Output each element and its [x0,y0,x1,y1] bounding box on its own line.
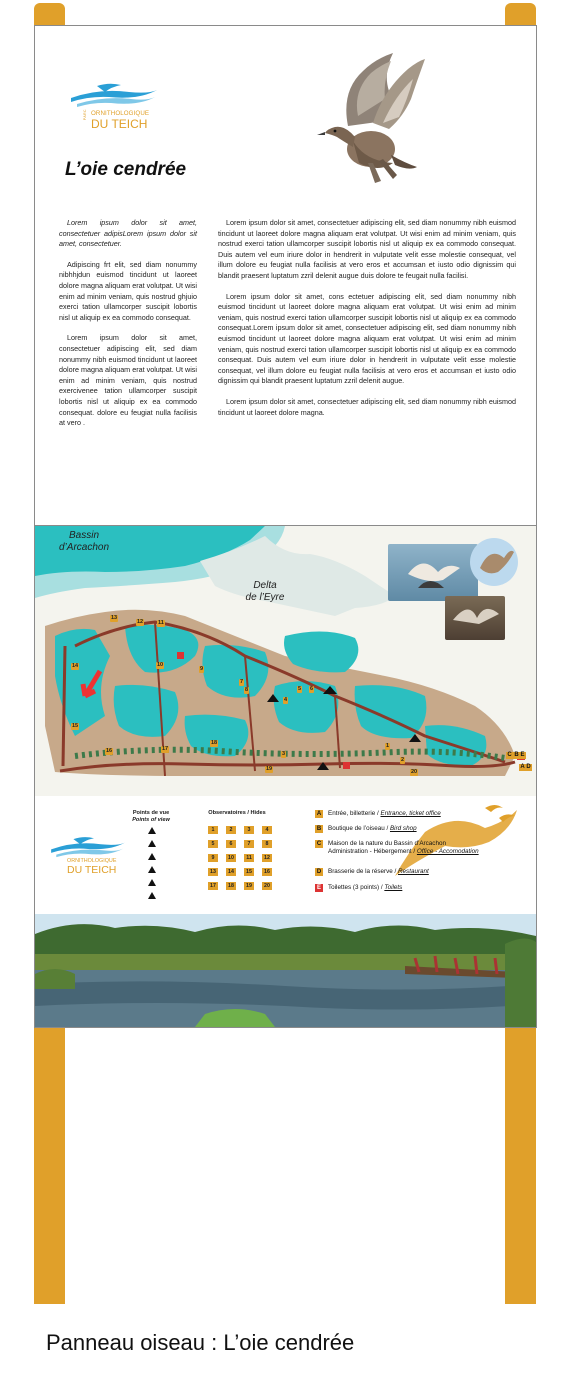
observatory-2: 2 [226,826,236,834]
observatory-17: 17 [208,882,218,890]
observatory-7: 7 [244,840,254,848]
points-de-vue-en: Points of view [132,817,170,823]
map-letter-D: D [526,764,531,770]
map-number-13: 13 [111,615,118,621]
observatory-4: 4 [262,826,272,834]
map-photo-birds-circle [470,538,518,586]
observatory-1: 1 [208,826,218,834]
logo-line1: ORNITHOLOGIQUE [91,110,150,117]
map-photo-birds-2 [445,596,505,640]
pond-photo-drawing [35,914,536,1027]
map-number-11: 11 [158,620,164,626]
map-letter-A: A [520,764,525,770]
observatory-18: 18 [226,882,236,890]
observatory-14: 14 [226,868,236,876]
observatory-19: 19 [244,882,254,890]
legend-logo-line2: DU TEICH [67,864,117,876]
legend-item-a: A Entrée, billetterie / Entrance, ticket office [316,810,441,817]
logo-side-text: PARC [83,109,87,121]
left-paragraph-2: Lorem ipsum dolor sit amet, consectetuer adipiscing elit, sed diam nonummy nibh euismod tincidunt ut laoreet dolore magna aliquam erat volutpat. Ut wisi enim ad minim veniam, quis nostrud exercivenee tation ullamcorper suscipit lobortis nisl ut aliquip ex ea commodo consequat. dolore eu feugiat nulla facilisis at vero . [59,333,197,428]
map-number-15: 15 [72,723,79,729]
right-post-cap [505,3,536,25]
right-paragraph-1: Lorem ipsum dolor sit amet, consectetuer adipiscing elit, sed diam nonummy nibh euismod tincidunt ut laoreet dolore magna aliquam erat volutpat. Ut wisi enim ad minim veniam, quis nostrud exerci tation ullamcorper suscipit lobortis nisl ut aliquip ex ea commodo consequat. Duis autem vel eum iriure dolor in hendrerit in vulputate velit esse molestie consequat, vel illum dolore eu feugiat nulla facilisis at vero eros et accumsan et iusto odio dignissim qui blandit praesent luptatum zzril delenit augue duis dolore te feugait nulla facilisi. [218,218,516,280]
map-letter-E: E [520,752,525,758]
park-logo [69,80,169,140]
points-de-vue-header [121,810,181,824]
legend-item-d: D Brasserie de la réserve / Restaurant [316,868,429,875]
observatory-11: 11 [244,854,254,862]
legend-item-e: E Toilettes (3 points) / Toilets [316,884,403,891]
wave-bird-icon [49,834,127,858]
observatory-16: 16 [262,868,272,876]
legend-item-c: C Maison de la nature du Bassin d’Arcachon Administration - Hébergement / Office - Accomodation [316,840,479,855]
intro-paragraph: Lorem ipsum dolor sit amet, consectetuer adipisLorem ipsum dolor sit amet, consectetuer. [59,218,197,249]
pond-photo [35,914,536,1027]
map-number-6: 6 [310,686,314,692]
points-de-vue-fr: Points de vue [132,810,170,816]
right-text-column [218,218,516,428]
map-number-1: 1 [386,743,390,749]
map-letter-C: C [507,752,512,758]
legend-logo-line1: ORNITHOLOGIQUE [67,858,117,864]
sign-panel [34,25,537,1028]
left-text-column [59,218,197,439]
observatory-9: 9 [208,854,218,862]
text-section [35,26,536,526]
right-post [505,1028,536,1304]
viewpoint-icon [148,840,156,847]
viewpoint-icon [148,866,156,873]
observatory-3: 3 [244,826,254,834]
map-number-8: 8 [245,687,249,693]
map-number-3: 3 [282,751,286,757]
observatory-5: 5 [208,840,218,848]
legend-park-logo [49,834,149,884]
map-number-12: 12 [137,619,144,625]
page-title: L’oie cendrée [65,159,187,180]
observatory-20: 20 [262,882,272,890]
observatoires-header: Observatoires / Hides [208,810,266,816]
viewpoint-icon [148,853,156,860]
observatory-15: 15 [244,868,254,876]
legend-item-b: B Boutique de l’oiseau / Bird shop [316,825,417,832]
observatory-13: 13 [208,868,218,876]
map-number-9: 9 [200,666,204,672]
viewpoint-icon [148,892,156,899]
viewpoint-icon [148,879,156,886]
logo-line2: DU TEICH [91,117,148,131]
map-label-bassin: Bassin d’Arcachon [58,530,110,553]
wave-bird-icon [69,80,159,108]
left-post-cap [34,3,65,25]
map-letter-B: B [514,752,519,758]
map-number-10: 10 [157,662,164,668]
map-label-delta: Delta de l’Eyre [245,580,285,603]
observatory-12: 12 [262,854,272,862]
left-post [34,1028,65,1304]
observatory-10: 10 [226,854,236,862]
map-number-18: 18 [211,740,218,746]
map-number-2: 2 [401,757,405,763]
map-number-4: 4 [284,697,288,703]
map-number-17: 17 [162,746,169,752]
map-number-16: 16 [106,748,113,754]
right-paragraph-2: Lorem ipsum dolor sit amet, cons ectetuer adipiscing elit, sed diam nonummy nibh euismod tincidunt ut laoreet dolore magna aliquam erat volutpat. Ut wisi enim ad minim veniam, quis nostrud exerci tation ullamcorper suscipit lobortis nisl ut aliquip ex ea commodo consequat.Lorem ipsum dolor sit amet, consectetuer adipiscing elit, sed diam nonummy nibh euismod tincidunt ut laoreet dolore magna aliquam erat volutpat. Ut wisi enim ad minim veniam, quis nostrud exerci tation ullamcorper suscipit lobortis nisl ut aliquip ex ea commodo consequat. Duis autem vel eum iriure dolor in hendrerit in vulputate velit esse molestie consequat, vel illum dolore eu feugiat nulla facilisis at vero eros et accumsan et iusto odio dignissim qui blandit praesent luptatum zzril delenit augue. [218,291,516,386]
panel-caption: Panneau oiseau : L’oie cendrée [46,1330,355,1355]
reserve-map [35,526,536,796]
left-paragraph-1: Adipiscing frt elit, sed diam nonummy nibhhjdun euismod tincidunt ut laoreet dolore magna aliquam erat volutpat. Ut wisi enim ad minim veniam, quis nostrud ghjuio exerci tation ullamcorper suscipit lobortis nisl ut aliquip ex ea commodo consequat. [59,259,197,322]
observatory-6: 6 [226,840,236,848]
observatory-8: 8 [262,840,272,848]
map-number-14: 14 [72,663,79,669]
right-paragraph-3: Lorem ipsum dolor sit amet, consectetuer adipiscing elit, sed diam nonummy nibh euismod tincidunt ut laoreet dolore magna. [218,396,516,417]
map-photo-birds-1 [388,544,478,601]
duck-illustration [313,51,433,201]
map-number-5: 5 [298,686,302,692]
map-number-7: 7 [240,679,244,685]
map-number-19: 19 [266,766,273,772]
viewpoint-icon [148,827,156,834]
map-legend [35,796,536,914]
map-number-20: 20 [411,769,418,775]
